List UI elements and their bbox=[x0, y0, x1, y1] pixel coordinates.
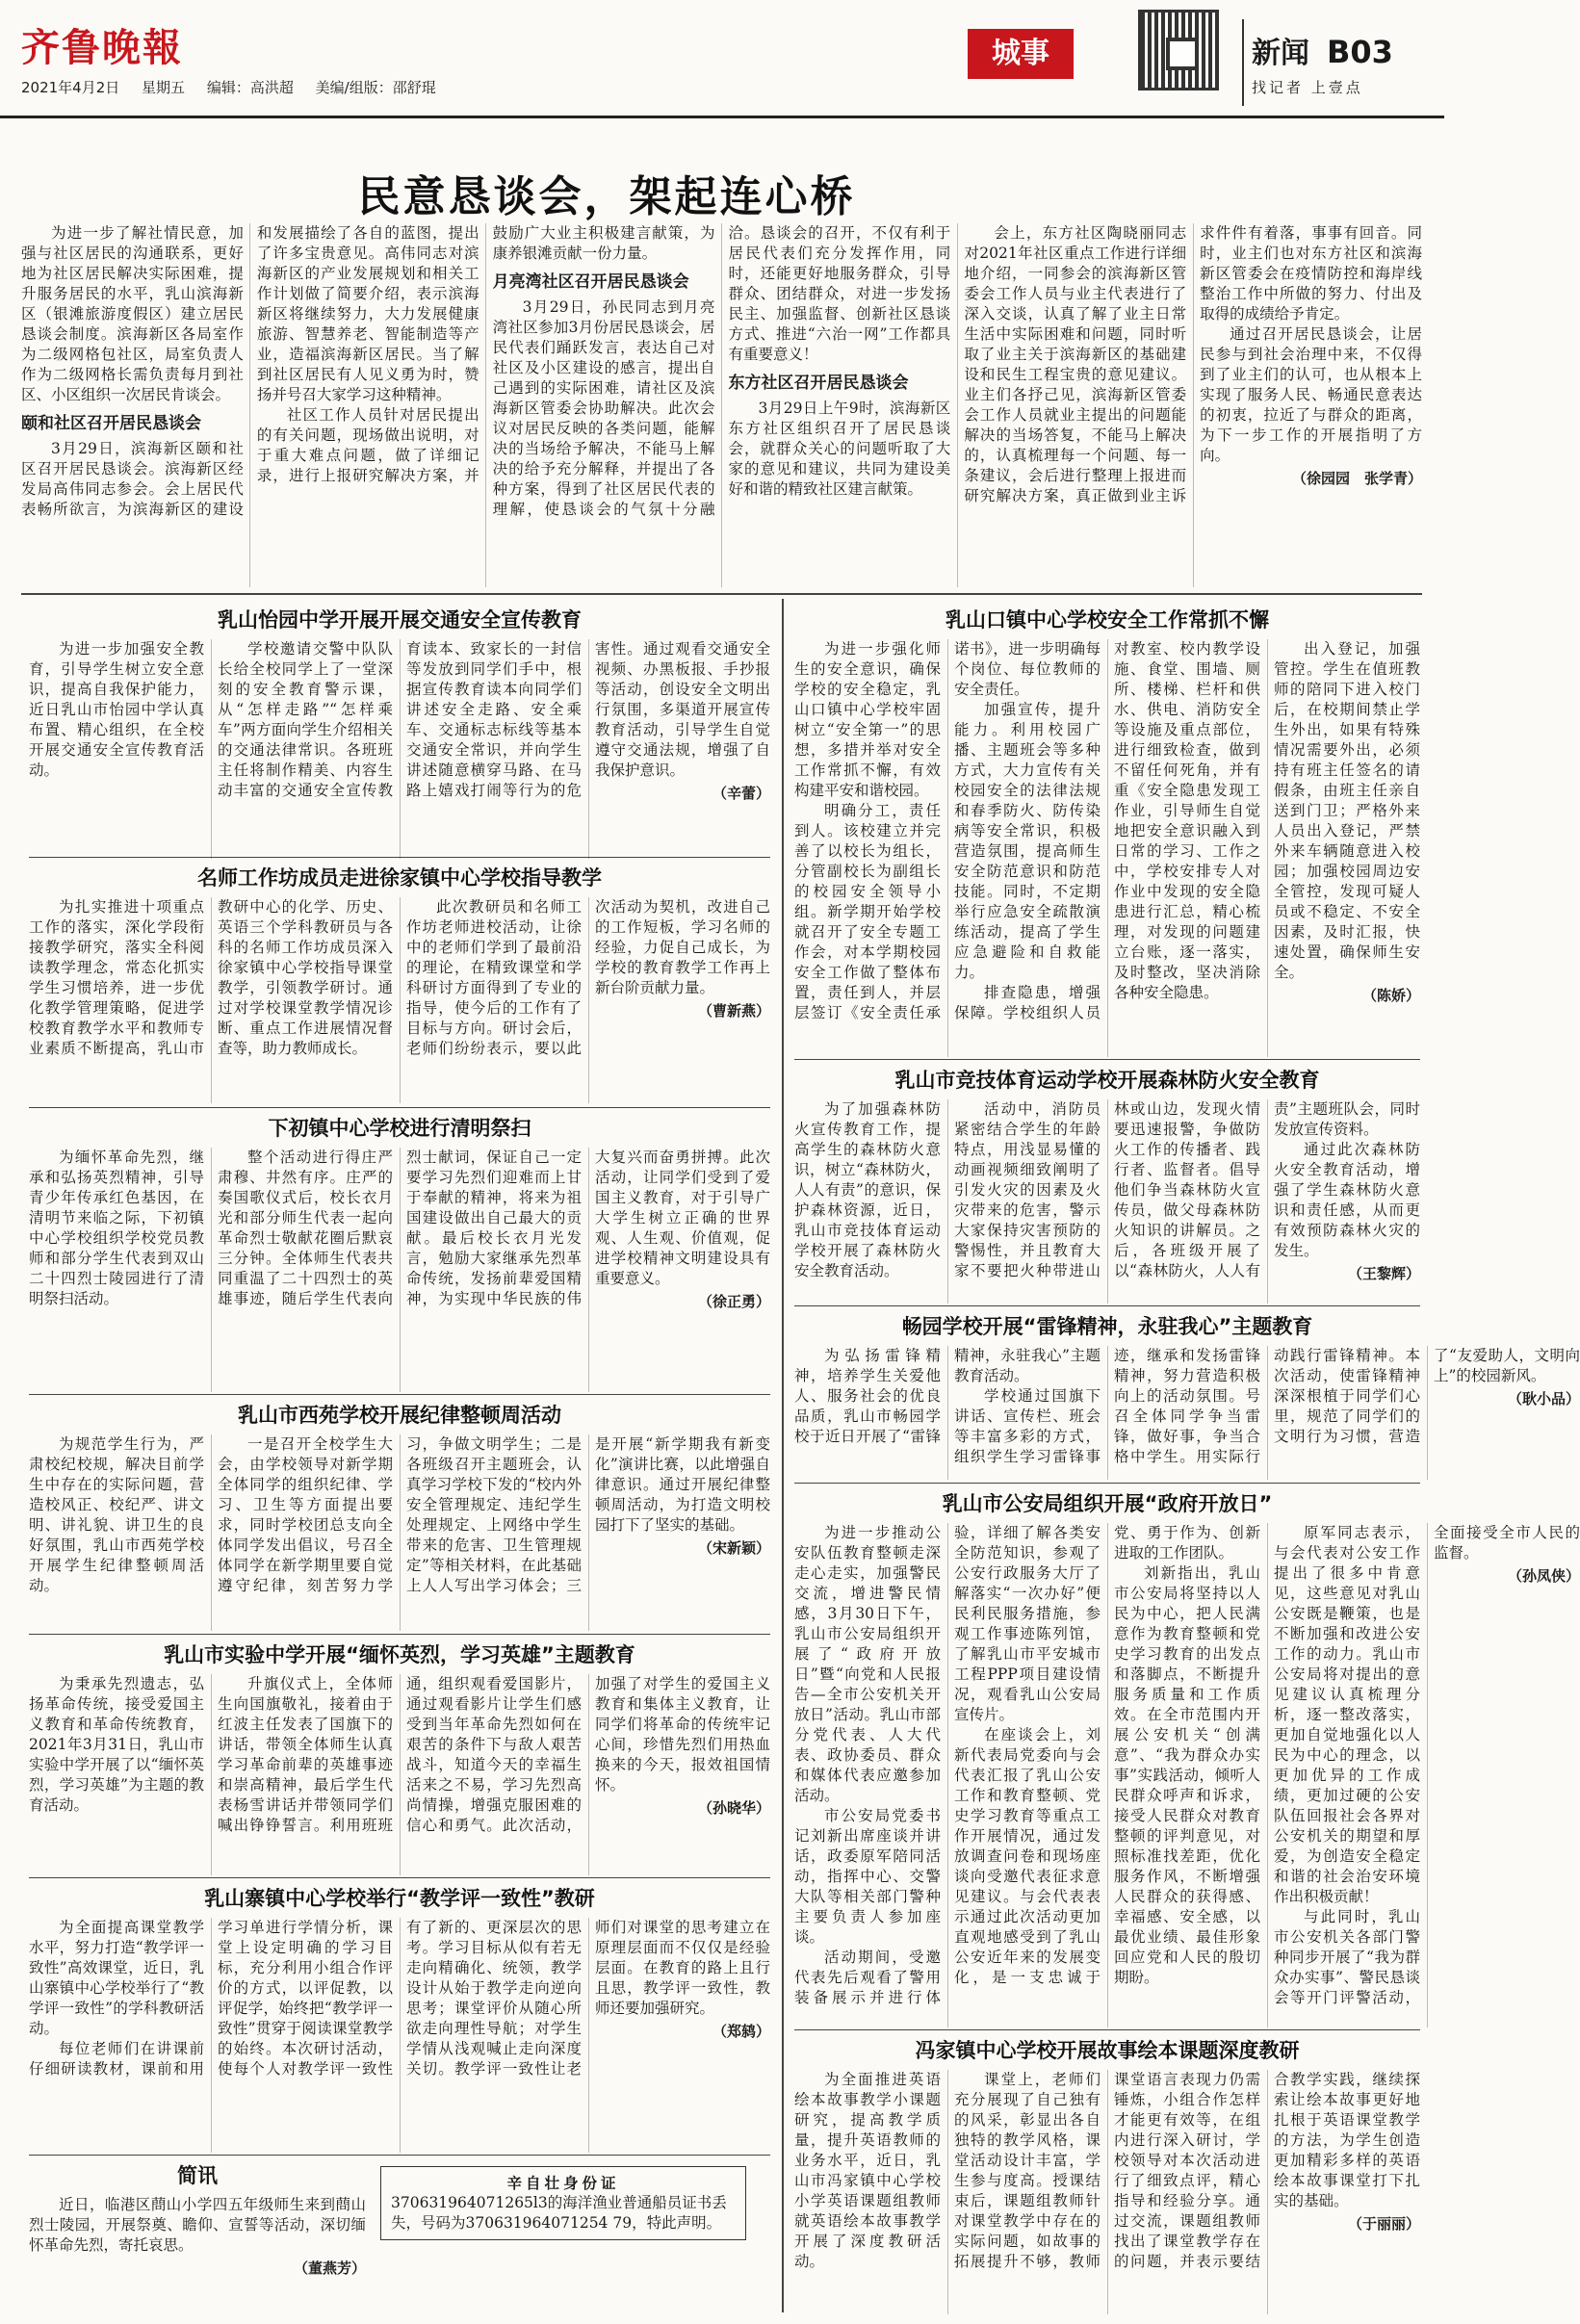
article-paragraph: 为秉承先烈遗志，弘扬革命传统，接受爱国主义教育和革命传统教育，2021年3月31日，乳山市实验中学开展了以“缅怀英烈，学习英雄”为主题的教育活动。 bbox=[29, 1675, 204, 1814]
divider bbox=[29, 857, 770, 858]
article-title: 乳山市实验中学开展“缅怀英烈，学习英雄”主题教育 bbox=[164, 1643, 635, 1666]
section-name: 新闻 bbox=[1252, 37, 1309, 70]
article-title: 乳山市竞技体育运动学校开展森林防火安全教育 bbox=[894, 1069, 1320, 1092]
brief-body: 近日，临港区蔄山小学四五年级师生来到蔄山烈士陵园，开展祭奠、瞻仰、宣誓等活动，深切缅怀革命先烈，寄托哀思。 bbox=[29, 2196, 366, 2254]
article-2 bbox=[29, 863, 770, 1103]
brief-title: 简讯 bbox=[177, 2164, 218, 2187]
article-author: （徐正勇） bbox=[697, 1293, 770, 1310]
article-paragraph: 原军同志表示，与会代表对公安工作提出了很多中肯意见，这些意见对乳山公安既是鞭策，也是不断加强和改进公安工作的动力。乳山市公安局将对提出的意见建议认真梳理分析，逐一整改落实，更加自觉地强化以人民为中心的理念，以更加优异的工作成绩，更加过硬的公安队伍回报社会各界对公安机关的期望和厚爱，为创造安全稳定和谐的社会治安环境作出积极贡献！ bbox=[1274, 1524, 1420, 1905]
page-number: B03 bbox=[1327, 34, 1393, 70]
divider bbox=[794, 2029, 1420, 2030]
article-author: （辛蕾） bbox=[712, 785, 770, 802]
article-title: 乳山市公安局组织开展“政府开放日” bbox=[942, 1492, 1273, 1515]
masthead-rule bbox=[0, 116, 1444, 118]
article-8 bbox=[794, 1065, 1420, 1304]
divider bbox=[29, 1634, 770, 1635]
divider bbox=[794, 1059, 1420, 1060]
divider bbox=[794, 1305, 1420, 1306]
article-paragraph: 市公安局党委书记刘新出席座谈并讲话，政委原军陪同活动，指挥中心、交警大队等相关部门警种主要负责人参加座谈。 bbox=[794, 1807, 941, 1946]
article-title: 名师工作坊成员走进徐家镇中心学校指导教学 bbox=[197, 866, 602, 890]
article-4 bbox=[29, 1400, 770, 1631]
article-paragraph: 为进一步强化师生的安全意识，确保学校的安全稳定，乳山口镇中心学校牢固树立“安全第一”的思想，多措并举对安全工作常抓不懈，有效构建平安和谐校园。 bbox=[794, 640, 941, 799]
article-title: 乳山口镇中心学校安全工作常抓不懈 bbox=[945, 608, 1269, 632]
lead-headline-box bbox=[173, 162, 1040, 223]
article-author: （王黎辉） bbox=[1347, 1265, 1420, 1282]
divider bbox=[29, 2155, 770, 2156]
article-paragraph: 通过此次森林防火安全教育活动，增强了学生森林防火意识和责任感，从而更有效预防森林火灾的发生。 bbox=[1274, 1141, 1420, 1259]
designer: 美编/组版：邵舒琨 bbox=[315, 79, 436, 96]
article-paragraph: 此次教研员和名师工作坊老师进校活动，让徐中的老师们学到了最前沿的理论，在精致课堂和学科研讨方面得到了专业的指导，使今后的工作有了目标与方向。研讨会后，老师们纷纷表示，要以此次活动为契机，改进自己的工作短板，学习名师的经验，力促自己成长，为学校的教育教学工作再上新台阶贡献力量。 bbox=[406, 898, 770, 1057]
article-paragraph: 排查隐患，增强保障。学校组织人员对教室、校内教学设施、食堂、围墙、厕所、楼梯、栏杆和供水、供电、消防安全等设施及重点部位，进行细致检查，做到不留任何死角，并有重《安全隐患发现工作业，引导师生自觉地把安全意识融入到日常的学习、工作之中，学校安排专人对作业中发现的安全隐患进行汇总，精心梳理，对发现的问题建立台账，逐一落实，及时整改，坚决消除各种安全隐患。 bbox=[954, 640, 1260, 1021]
editor: 编辑：高洪超 bbox=[206, 79, 294, 96]
article-title: 乳山寨镇中心学校举行“教学评一致性”教研 bbox=[204, 1887, 595, 1910]
notice-box bbox=[380, 2166, 746, 2309]
article-author: （于丽丽） bbox=[1347, 2215, 1420, 2233]
lead-article bbox=[21, 223, 1422, 587]
article-10 bbox=[794, 1488, 1580, 2027]
article-author: （宋新颖） bbox=[697, 1539, 770, 1557]
lead-subhead-2: 月亮湾社区召开居民恳谈会 bbox=[492, 272, 689, 292]
article-1 bbox=[29, 605, 770, 860]
article-paragraph: 与此同时，乳山市公安机关各部门警种同步开展了“我为群众办实事”、警民恳谈会等开门评警活动，全面接受全市人民的监督。 bbox=[1274, 1524, 1580, 2006]
issue-date: 2021年4月2日 bbox=[21, 79, 120, 96]
section-header bbox=[1252, 29, 1393, 71]
article-paragraph: 为弘扬雷锋精神，培养学生关爱他人、服务社会的优良品质，乳山市畅园学校于近日开展了“雷锋精神，永驻我心”主题教育活动。 bbox=[794, 1347, 1101, 1445]
qr-code-icon bbox=[1138, 10, 1219, 90]
article-paragraph: 课堂上，老师们充分展现了自己独有的风采，彰显出各自独特的教学风格，课堂活动设计丰富，学生参与度高。授课结束后，课题组教师针对课堂教学中存在的实际问题，如故事的拓展提升不够，教师课堂语言表现力仍需锤炼，小组合作怎样才能更有效等，在组内进行深入研讨，学校领导对本次活动进行了细致点评，精心指导和经验分享。通过交流，课题组教师找出了课堂教学存在的问题，并表示要结合教学实践，继续探索让绘本故事更好地扎根于英语课堂教学的方法，为学生创造更加精彩多样的英语绘本故事课堂打下扎实的基础。 bbox=[954, 2071, 1420, 2270]
article-9 bbox=[794, 1311, 1580, 1480]
lead-paragraph: 通过召开居民恳谈会，让居民参与到社会治理中来，不仅得到了业主们的认可，也从根本上实现了服务人民、畅通民意表达的初衷，拉近了与群众的距离，为下一步工作的开展指明了方向。 bbox=[1200, 325, 1422, 464]
article-11 bbox=[794, 2035, 1420, 2314]
notice-body: 370631964071265l3的海洋渔业普通船员证书丢失，号码为370631964071254 79，特此声明。 bbox=[391, 2194, 727, 2232]
reporter-slogan: 找记者 上壹点 bbox=[1252, 79, 1363, 96]
article-author: （孙凤侠） bbox=[1507, 1567, 1580, 1585]
article-paragraph: 活动中，消防员紧密结合学生的年龄特点，用浅显易懂的动画视频细致阐明了引发火灾的因素及火灾带来的危害，警示大家保持灾害预防的警惕性，并且教育大家不要把火种带进山林或山边，发现火情要迅速报警，争做防火工作的传播者、践行者、监督者。倡导他们争当森林防火宣传员，做父母森林防火知识的讲解员。之后，各班级开展了以“森林防火，人人有责”主题班队会，同时发放宣传资料。 bbox=[954, 1100, 1420, 1279]
article-paragraph: 刘新指出，乳山市公安局将坚持以人民为中心，把人民满意作为教育整顿和党史学习教育的出发点和落脚点，不断提升服务质量和工作质效。在全市范围内开展公安机关“创满意”、“我为群众办实事”实践活动，倾听人民群众呼声和诉求，接受人民群众对教育整顿的评判意见，对照标准找差距，优化服务作风，不断增强人民群众的获得感、幸福感、安全感，以最优业绩、最佳形象回应党和人民的殷切期盼。 bbox=[1114, 1564, 1260, 1986]
lead-author: （徐园园 张学青） bbox=[1291, 470, 1422, 487]
article-6 bbox=[29, 1883, 770, 2153]
article-5 bbox=[29, 1640, 770, 1875]
section-tag: 城事 bbox=[968, 29, 1074, 79]
article-paragraph: 为进一步推动公安队伍教育整顿走深走心走实，加强警民交流，增进警民情感，3月30日下午，乳山市公安局组织开展了“政府开放日”暨“向党和人民报告—全市公安机关开放日”活动。乳山市部分党代表、人大代表、政协委员、群众和媒体代表应邀参加活动。 bbox=[794, 1524, 941, 1804]
dateline bbox=[21, 77, 453, 97]
article-title: 下初镇中心学校进行清明祭扫 bbox=[268, 1117, 531, 1140]
brief-box bbox=[29, 2160, 366, 2314]
article-paragraph: 整个活动进行得庄严肃穆、井然有序。庄严的奏国歌仪式后，校长衣月光和部分师生代表一起向革命烈士敬献花圈后默哀三分钟。全体师生代表共同重温了二十四烈士的英雄事迹，随后学生代表向烈士献词，保证自己一定要学习先烈们迎难而上甘于奉献的精神，将来为祖国建设做出自己最大的贡献。最后校长衣月光发言，勉励大家继承先烈革命传统，发扬前辈爱国精神，为实现中华民族的伟大复兴而奋勇拼搏。此次活动，让同学们受到了爱国主义教育，对于引导广大学生树立正确的世界观、人生观、价值观，促进学校精神文明建设具有重要意义。 bbox=[218, 1149, 770, 1307]
article-3 bbox=[29, 1113, 770, 1392]
issue-weekday: 星期五 bbox=[142, 79, 186, 96]
lead-headline: 民意恳谈会，架起连心桥 bbox=[357, 172, 856, 221]
article-paragraph: 为扎实推进十项重点工作的落实，深化学段衔接教学研究，落实全科阅读教学理念，常态化抓实学生习惯培养，进一步优化教学管理策略，促进学校教育教学水平和教师专业素质不断提高，乳山市教研中心的化学、历史、英语三个学科教研员与各科的名师工作坊成员深入徐家镇中心学校指导课堂教学，引领教学研讨。通过对学校课堂教学情况诊断、重点工作进展情况督查等，助力教师成长。 bbox=[29, 898, 393, 1057]
article-paragraph: 升旗仪式上，全体师生向国旗敬礼，接着由于红波主任发表了国旗下的讲话，带领全体师生认真学习革命前辈的英雄事迹和崇高精神，最后学生代表杨雪讲话并带领同学们喊出铮铮誓言。利用班班通，组织观看爱国影片，通过观看影片让学生们感受到当年革命先烈如何在艰苦的条件下与敌人艰苦战斗，知道今天的幸福生活来之不易，学习先烈高尚情操，增强克服困难的信心和勇气。此次活动，加强了对学生的爱国主义教育和集体主义教育，让同学们将革命的传统牢记心间，珍惜先烈们用热血换来的今天，报效祖国情怀。 bbox=[218, 1675, 770, 1834]
column-divider bbox=[782, 599, 784, 2312]
article-paragraph: 出入登记，加强管控。学生在值班教师的陪同下进入校门后，在校期间禁止学生外出，如果有特殊情况需要外出，必须持有班主任签名的请假条，由班主任亲自送到门卫；严格外来人员出入登记，严禁外来车辆随意进入校园；加强校园周边安全管控，发现可疑人员或不稳定、不安全因素，及时汇报，快速处置，确保师生安全。 bbox=[1274, 640, 1420, 981]
masthead bbox=[0, 0, 1444, 114]
article-author: （耿小品） bbox=[1507, 1390, 1580, 1407]
article-author: （孙晓华） bbox=[697, 1799, 770, 1817]
divider bbox=[21, 593, 1422, 595]
newspaper-logo: 齐鲁晚報 bbox=[21, 25, 183, 70]
article-author: （陈娇） bbox=[1361, 987, 1420, 1004]
article-paragraph: 为进一步加强安全教育，引导学生树立安全意识，提高自我保护能力，近日乳山市怡园中学认真布置、精心组织，在全校开展交通安全宣传教育活动。 bbox=[29, 640, 204, 779]
divider bbox=[794, 1483, 1420, 1484]
article-paragraph: 为规范学生行为，严肃校纪校规，解决目前学生中存在的实际问题，营造校风正、校纪严、讲文明、讲礼貌、讲卫生的良好氛围，乳山市西苑学校开展学生纪律整顿周活动。 bbox=[29, 1435, 204, 1594]
article-title: 冯家镇中心学校开展故事绘本课题深度教研 bbox=[915, 2039, 1300, 2062]
lead-subhead-3: 东方社区召开居民恳谈会 bbox=[728, 374, 909, 393]
lead-intro: 为进一步了解社情民意，加强与社区居民的沟通联系，更好地为社区居民解决实际困难，提升服务居民的水平，乳山滨海新区（银滩旅游度假区）建立居民恳谈会制度。滨海新区各局室作为二级网格包社区，局室负责人作为二级网格长需负责每月到社区、小区组织一次居民肯谈会。 bbox=[21, 224, 244, 403]
brief-author: （董燕芳） bbox=[293, 2259, 366, 2277]
lead-paragraph: 3月29日上午9时，滨海新区东方社区组织召开了居民恳谈会，就群众关心的问题听取了大家的意见和建议，共同为建设美好和谐的精致社区建言献策。 bbox=[728, 400, 951, 498]
article-author: （曹新燕） bbox=[697, 1002, 770, 1020]
article-paragraph: 加强宣传，提升能力。利用校园广播、主题班会等多种方式，大力宣传有关校园安全的法律法规和春季防火、防传染病等安全常识，积极营造氛围，提高师生安全防范意识和防范技能。同时，不定期举行应急安全疏散演练活动，提高了学生应急避险和自救能力。 bbox=[954, 701, 1101, 981]
divider bbox=[29, 1394, 770, 1395]
article-paragraph: 每位老师们在讲课前仔细研读教材，课前和用学习单进行学情分析，课堂上设定明确的学习目标，充分利用小组合作评价的方式，以评促教，以评促学，始终把“教学评一致性”贯穿于阅读课堂教学的始终。本次研讨活动，使每个人对教学评一致性有了新的、更深层次的思考。学习目标从似有若无走向精确化、统领，教学设计从始于教学走向逆向思考；课堂评价从随心所欲走向理性导航；对学生学情从浅观喊止走向深度关切。教学评一致性让老师们对课堂的思考建立在原理层面而不仅仅是经验层面。在教育的路上且行且思，教学评一致性，教师还要加强研究。 bbox=[29, 1919, 770, 2078]
article-paragraph: 学校通过国旗下讲话、宣传栏、班会等丰富多彩的方式，组织学生学习雷锋事迹，继承和发扬雷锋精神，努力营造积极向上的活动氛围。号召全体同学争当雷锋，做好事，争当合格中学生。用实际行动践行雷锋精神。本次活动，使雷锋精神深深根植于同学们心里，规范了同学们的文明行为习惯，营造了“友爱助人，文明向上”的校园新风。 bbox=[954, 1347, 1580, 1465]
lead-paragraph: 3月29日，滨海新区颐和社区召开居民恳谈会。滨海新区经发局高伟同志参会。会上居民代表畅所欲言，为滨海新区的建设和发展描绘了各自的蓝图，提出了许多宝贵意见。高伟同志对滨海新区的产业发展规划和相关工作计划做了简要介绍，表示滨海新区将继续努力，大力发展健康旅游、智慧养老、智能制造等产业，造福滨海新区居民。当了解到社区居民有人见义勇为时，赞扬并号召大家学习这种精神。 bbox=[21, 224, 479, 518]
article-7 bbox=[794, 605, 1420, 1057]
notice-title: 辛自壮身份证 bbox=[506, 2174, 620, 2192]
lead-paragraph: 社区工作人员针对居民提出的有关问题，现场做出说明，对于重大难点问题，做了详细记录，进行上报研究解决方案，并鼓励广大业主积极建言献策，为康养银滩贡献一份力量。 bbox=[256, 224, 715, 484]
article-paragraph: 一是召开全校学生大会，由学校领导对新学期全体同学的组织纪律、学习、卫生等方面提出要求，同时学校团总支向全体同学发出倡议，号召全体同学在新学期里要自觉遵守纪律，刻苦努力学习，争做文明学生；二是各班级召开主题班会，认真学习学校下发的“校内外安全管理规定、违纪学生处理规定、上网络中学生带来的危害、卫生管理规定”等相关材料，在此基础上人人写出学习体会；三是开展“新学期我有新变化”演讲比赛，以此增强自律意识。通过开展纪律整顿周活动，为打造文明校园打下了坚实的基础。 bbox=[218, 1435, 770, 1594]
masthead-divider bbox=[1242, 19, 1244, 106]
article-paragraph: 活动期间，受邀代表先后观看了警用装备展示并进行体验，详细了解各类安全防范知识，参观了公安行政服务大厅了解落实“一次办好”便民利民服务措施，参观工作事迹陈列馆，了解乳山市平安城市工程PPP项目建设情况，观看乳山公安局宣传片。 bbox=[794, 1524, 1101, 2006]
article-paragraph: 为全面提高课堂教学水平，努力打造“教学评一致性”高效课堂，近日，乳山寨镇中心学校举行了“教学评一致性”的学科教研活动。 bbox=[29, 1919, 204, 2037]
article-paragraph: 明确分工，责任到人。该校建立并完善了以校长为组长，分管副校长为副组长的校园安全领导小组。新学期开始学校就召开了安全专题工作会，对本学期校园安全工作做了整体布置，责任到人，并层层签订《安全责任承诺书》，进一步明确每个岗位、每位教师的安全责任。 bbox=[794, 640, 1101, 1021]
article-paragraph: 为了加强森林防火宣传教育工作，提高学生的森林防火意识，树立“森林防火，人人有责”的意识，保护森林资源，近日，乳山市竞技体育运动学校开展了森林防火安全教育活动。 bbox=[794, 1100, 941, 1279]
article-paragraph: 为缅怀革命先烈，继承和弘扬英烈精神，引导青少年传承红色基因，在清明节来临之际，下初镇中心学校组织学校党员教师和部分学生代表到双山二十四烈士陵园进行了清明祭扫活动。 bbox=[29, 1149, 204, 1307]
article-title: 乳山怡园中学开展开展交通安全宣传教育 bbox=[218, 608, 582, 632]
article-paragraph: 在座谈会上，刘新代表局党委向与会代表汇报了乳山公安工作和教育整顿、党史学习教育等重点工作开展情况，通过发放调查问卷和现场座谈向受邀代表征求意见建议。与会代表表示通过此次活动更加直观地感受到了乳山公安近年来的发展变化，是一支忠诚于党、勇于作为、创新进取的工作团队。 bbox=[954, 1524, 1260, 1986]
article-author: （郑鸫） bbox=[712, 2023, 770, 2040]
article-paragraph: 为全面推进英语绘本故事教学小课题研究，提高教学质量，提升英语教师的业务水平，近日，乳山市冯家镇中心学校小学英语课题组教师就英语绘本故事教学开展了深度教研活动。 bbox=[794, 2071, 941, 2270]
article-title: 乳山市西苑学校开展纪律整顿周活动 bbox=[238, 1404, 561, 1427]
article-title: 畅园学校开展“雷锋精神，永驻我心”主题教育 bbox=[901, 1315, 1313, 1338]
lead-paragraph: 会上，东方社区陶晓丽同志对2021年社区重点工作进行详细地介绍，一同参会的滨海新区管委会工作人员与业主代表进行了深入交谈，认真了解了业主日常生活中实际困难和问题，同时听取了业主关于滨海新区的基础建设和民生工程宝贵的意见建议。业主们各抒己见，滨海新区管委会工作人员就业主提出的问题能解决的当场答复，不能马上解决的，认真梳理每一个问题、每一条建议，会后进行整理上报进而研究解决方案，真正做到业主诉求件件有着落，事事有回音。同时，业主们也对东方社区和滨海新区管委会在疫情防控和海岸线整治工作中所做的努力、付出及取得的成绩给予肯定。 bbox=[964, 224, 1422, 504]
lead-paragraph: 3月29日，孙民同志到月亮湾社区参加3月份居民恳谈会，居民代表们踊跃发言，表达自己对社区及小区建设的感言，提出自己遇到的实际困难，请社区及滨海新区管委会协助解决。此次会议对居民反映的各类问题，能解决的当场给予解决，不能马上解决的给予充分解释，并提出了各种方案，得到了社区居民代表的理解，使恳谈会的气氛十分融洽。恳谈会的召开，不仅有利于居民代表们充分发挥作用，同时，还能更好地服务群众，引导群众、团结群众，对进一步发扬民主、加强监督、创新社区恳谈方式、推进“六治一网”工作都具有重要意义！ bbox=[492, 224, 951, 518]
article-paragraph: 学校邀请交警中队队长给全校同学上了一堂深刻的安全教育警示课，从“怎样走路”“怎样乘车”两方面向学生介绍相关的交通法律常识。各班班主任将制作精美、内容生动丰富的交通安全宣传教育读本、致家长的一封信等发放到同学们手中，根据宣传教育读本向同学们讲述安全走路、安全乘车、交通标志标线等基本交通安全常识，并向学生讲述随意横穿马路、在马路上嬉戏打闹等行为的危害性。通过观看交通安全视频、办黑板报、手抄报等活动，创设安全文明出行氛围，多渠道开展宣传教育活动，引导学生自觉遵守交通法规，增强了自我保护意识。 bbox=[218, 640, 770, 799]
divider bbox=[29, 1107, 770, 1108]
divider bbox=[29, 1877, 770, 1878]
lead-subhead-1: 颐和社区召开居民恳谈会 bbox=[21, 414, 201, 433]
